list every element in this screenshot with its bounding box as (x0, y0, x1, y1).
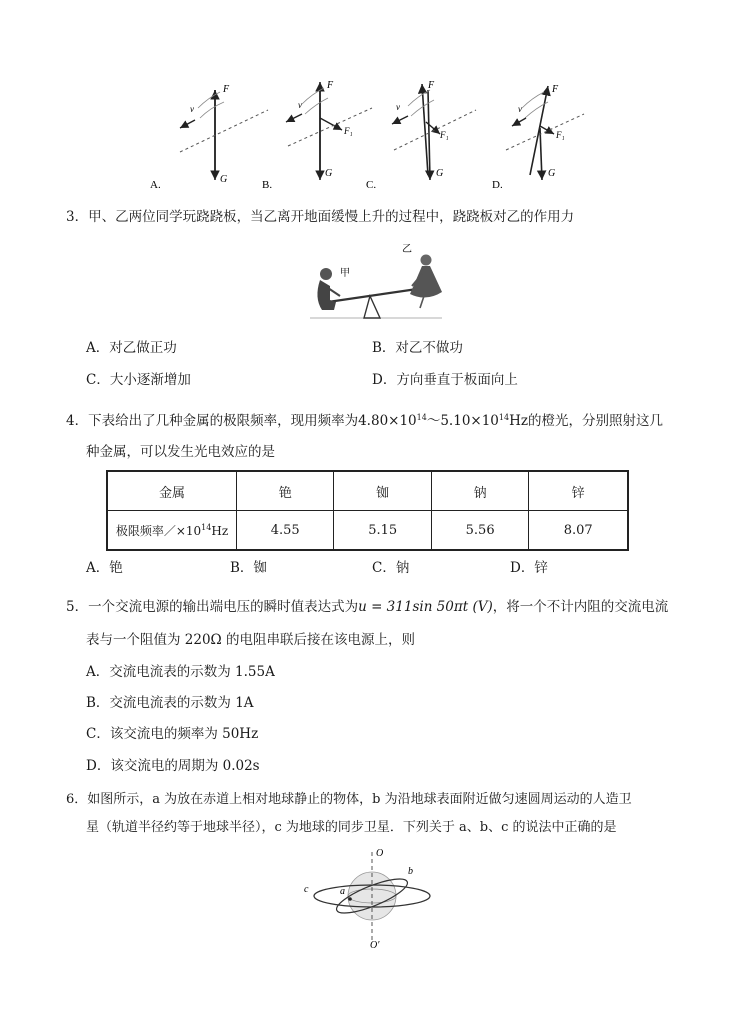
label-f1-d: F₁ (556, 130, 565, 140)
label-f-b: F (327, 80, 334, 91)
label-f1-c: F₁ (440, 130, 449, 140)
q4-stem-line2: 种金属，可以发生光电效应的是 (86, 444, 275, 460)
table-cell: 5.56 (431, 511, 528, 551)
diagram-c (366, 80, 476, 191)
row-label-exp: 14 (201, 522, 212, 532)
q4-stem-line1 (66, 410, 663, 429)
label-f1-b: F₁ (344, 126, 353, 136)
label-v-c: v (396, 102, 400, 112)
label-yi: 乙 (402, 244, 412, 255)
q4-option-a: A．铯 (86, 560, 123, 576)
label-f-d: F (552, 84, 559, 95)
table-cell: 5.15 (334, 511, 431, 551)
q6-text-line1: 如图所示，a 为放在赤道上相对地球静止的物体，b 为沿地球表面附近做匀速圆周运动的人造卫 (87, 792, 632, 807)
q5-option-a: A．交流电流表的示数为 1.55A (86, 664, 275, 680)
table-row-label (107, 511, 237, 551)
label-f-c: F (428, 80, 435, 91)
q5-number: 5． (66, 599, 89, 615)
q3-text: 甲、乙两位同学玩跷跷板，当乙离开地面缓慢上升的过程中，跷跷板对乙的作用力 (88, 209, 575, 225)
q6-stem-line2: 星（轨道半径约等于地球半径），c 为地球的同步卫星．下列关于 a、b、c 的说法中正确的是 (86, 820, 617, 835)
q3-stem (66, 209, 574, 225)
label-f-a: F (223, 84, 230, 95)
label-g-b: G (325, 168, 333, 179)
q4-freq-high (440, 413, 509, 429)
table-header-label: 金属 (107, 471, 237, 511)
q4-option-b: B．铷 (230, 560, 267, 576)
option-label-a: A. (150, 179, 161, 191)
label-jia: 甲 (340, 268, 350, 279)
seesaw-figure (306, 238, 446, 326)
q5-option-d: D．该交流电的周期为 0.02s (86, 758, 260, 774)
q3-option-c: C．大小逐渐增加 (86, 372, 191, 388)
q4-number: 4． (66, 413, 89, 429)
label-g-c: G (436, 168, 444, 179)
label-b: b (408, 866, 413, 877)
row-label-unit: Hz (211, 523, 229, 538)
label-c: c (304, 884, 309, 895)
force-diagrams-figure (150, 70, 590, 195)
diagram-a (150, 84, 268, 191)
table-header-cell: 锌 (529, 471, 628, 511)
diagram-b (262, 80, 372, 191)
table-header-cell: 铷 (334, 471, 431, 511)
q4-freq-low (358, 413, 427, 429)
q5-option-c: C．该交流电的频率为 50Hz (86, 726, 259, 742)
table-cell: 8.07 (529, 511, 628, 551)
q5-text-a: 一个交流电源的输出端电压的瞬时值表达式为 (88, 599, 359, 615)
label-v-b: v (298, 100, 302, 110)
label-o-top: O (376, 848, 384, 859)
q5-formula: u = 311sin 50πt (V) (358, 599, 493, 615)
q5-stem-line2: 表与一个阻值为 220Ω 的电阻串联后接在该电源上，则 (86, 632, 416, 648)
table-header-cell: 钠 (431, 471, 528, 511)
table-header-cell: 铯 (237, 471, 334, 511)
q5-text-b: ，将一个不计内阻的交流电流 (492, 599, 669, 615)
q4-text-a: 下表给出了几种金属的极限频率，现用频率为 (88, 413, 359, 429)
q6-number: 6． (66, 792, 88, 807)
q4-text-b: 的橙光，分别照射这几 (527, 413, 663, 429)
label-g-a: G (220, 174, 228, 185)
q6-stem-line1 (66, 792, 632, 808)
label-v-a: v (190, 104, 194, 114)
row-label-text: 极限频率／×10 (115, 523, 202, 538)
label-o-bottom: O′ (370, 940, 380, 951)
q4-freq-unit: Hz (509, 413, 528, 429)
q4-option-c: C．钠 (372, 560, 410, 576)
label-g-d: G (548, 168, 556, 179)
q5-option-b: B．交流电流表的示数为 1A (86, 695, 254, 711)
table-row (107, 471, 628, 511)
q4-freq-low-exp: 14 (416, 413, 427, 422)
label-a: a (340, 886, 345, 897)
threshold-frequency-table (106, 470, 629, 551)
diagram-d (492, 84, 584, 191)
q4-freq-low-base: 4.80×10 (358, 413, 417, 429)
table-cell: 4.55 (237, 511, 334, 551)
label-v-d: v (518, 104, 522, 114)
q3-option-d: D．方向垂直于板面向上 (372, 372, 518, 388)
q3-option-a: A．对乙做正功 (86, 340, 177, 356)
option-label-b: B. (262, 179, 273, 191)
earth-satellite-figure (300, 842, 440, 952)
q4-option-d: D．锌 (510, 560, 548, 576)
q4-freq-high-exp: 14 (498, 413, 510, 422)
q5-stem-line1 (66, 599, 668, 615)
option-label-c: C. (366, 179, 377, 191)
q3-option-b: B．对乙不做功 (372, 340, 463, 356)
table-row (107, 511, 628, 551)
option-label-d: D. (492, 179, 503, 191)
q4-freq-sep: ～ (426, 413, 441, 429)
q4-freq-high-base: 5.10×10 (440, 413, 499, 429)
q3-number: 3． (66, 209, 89, 225)
